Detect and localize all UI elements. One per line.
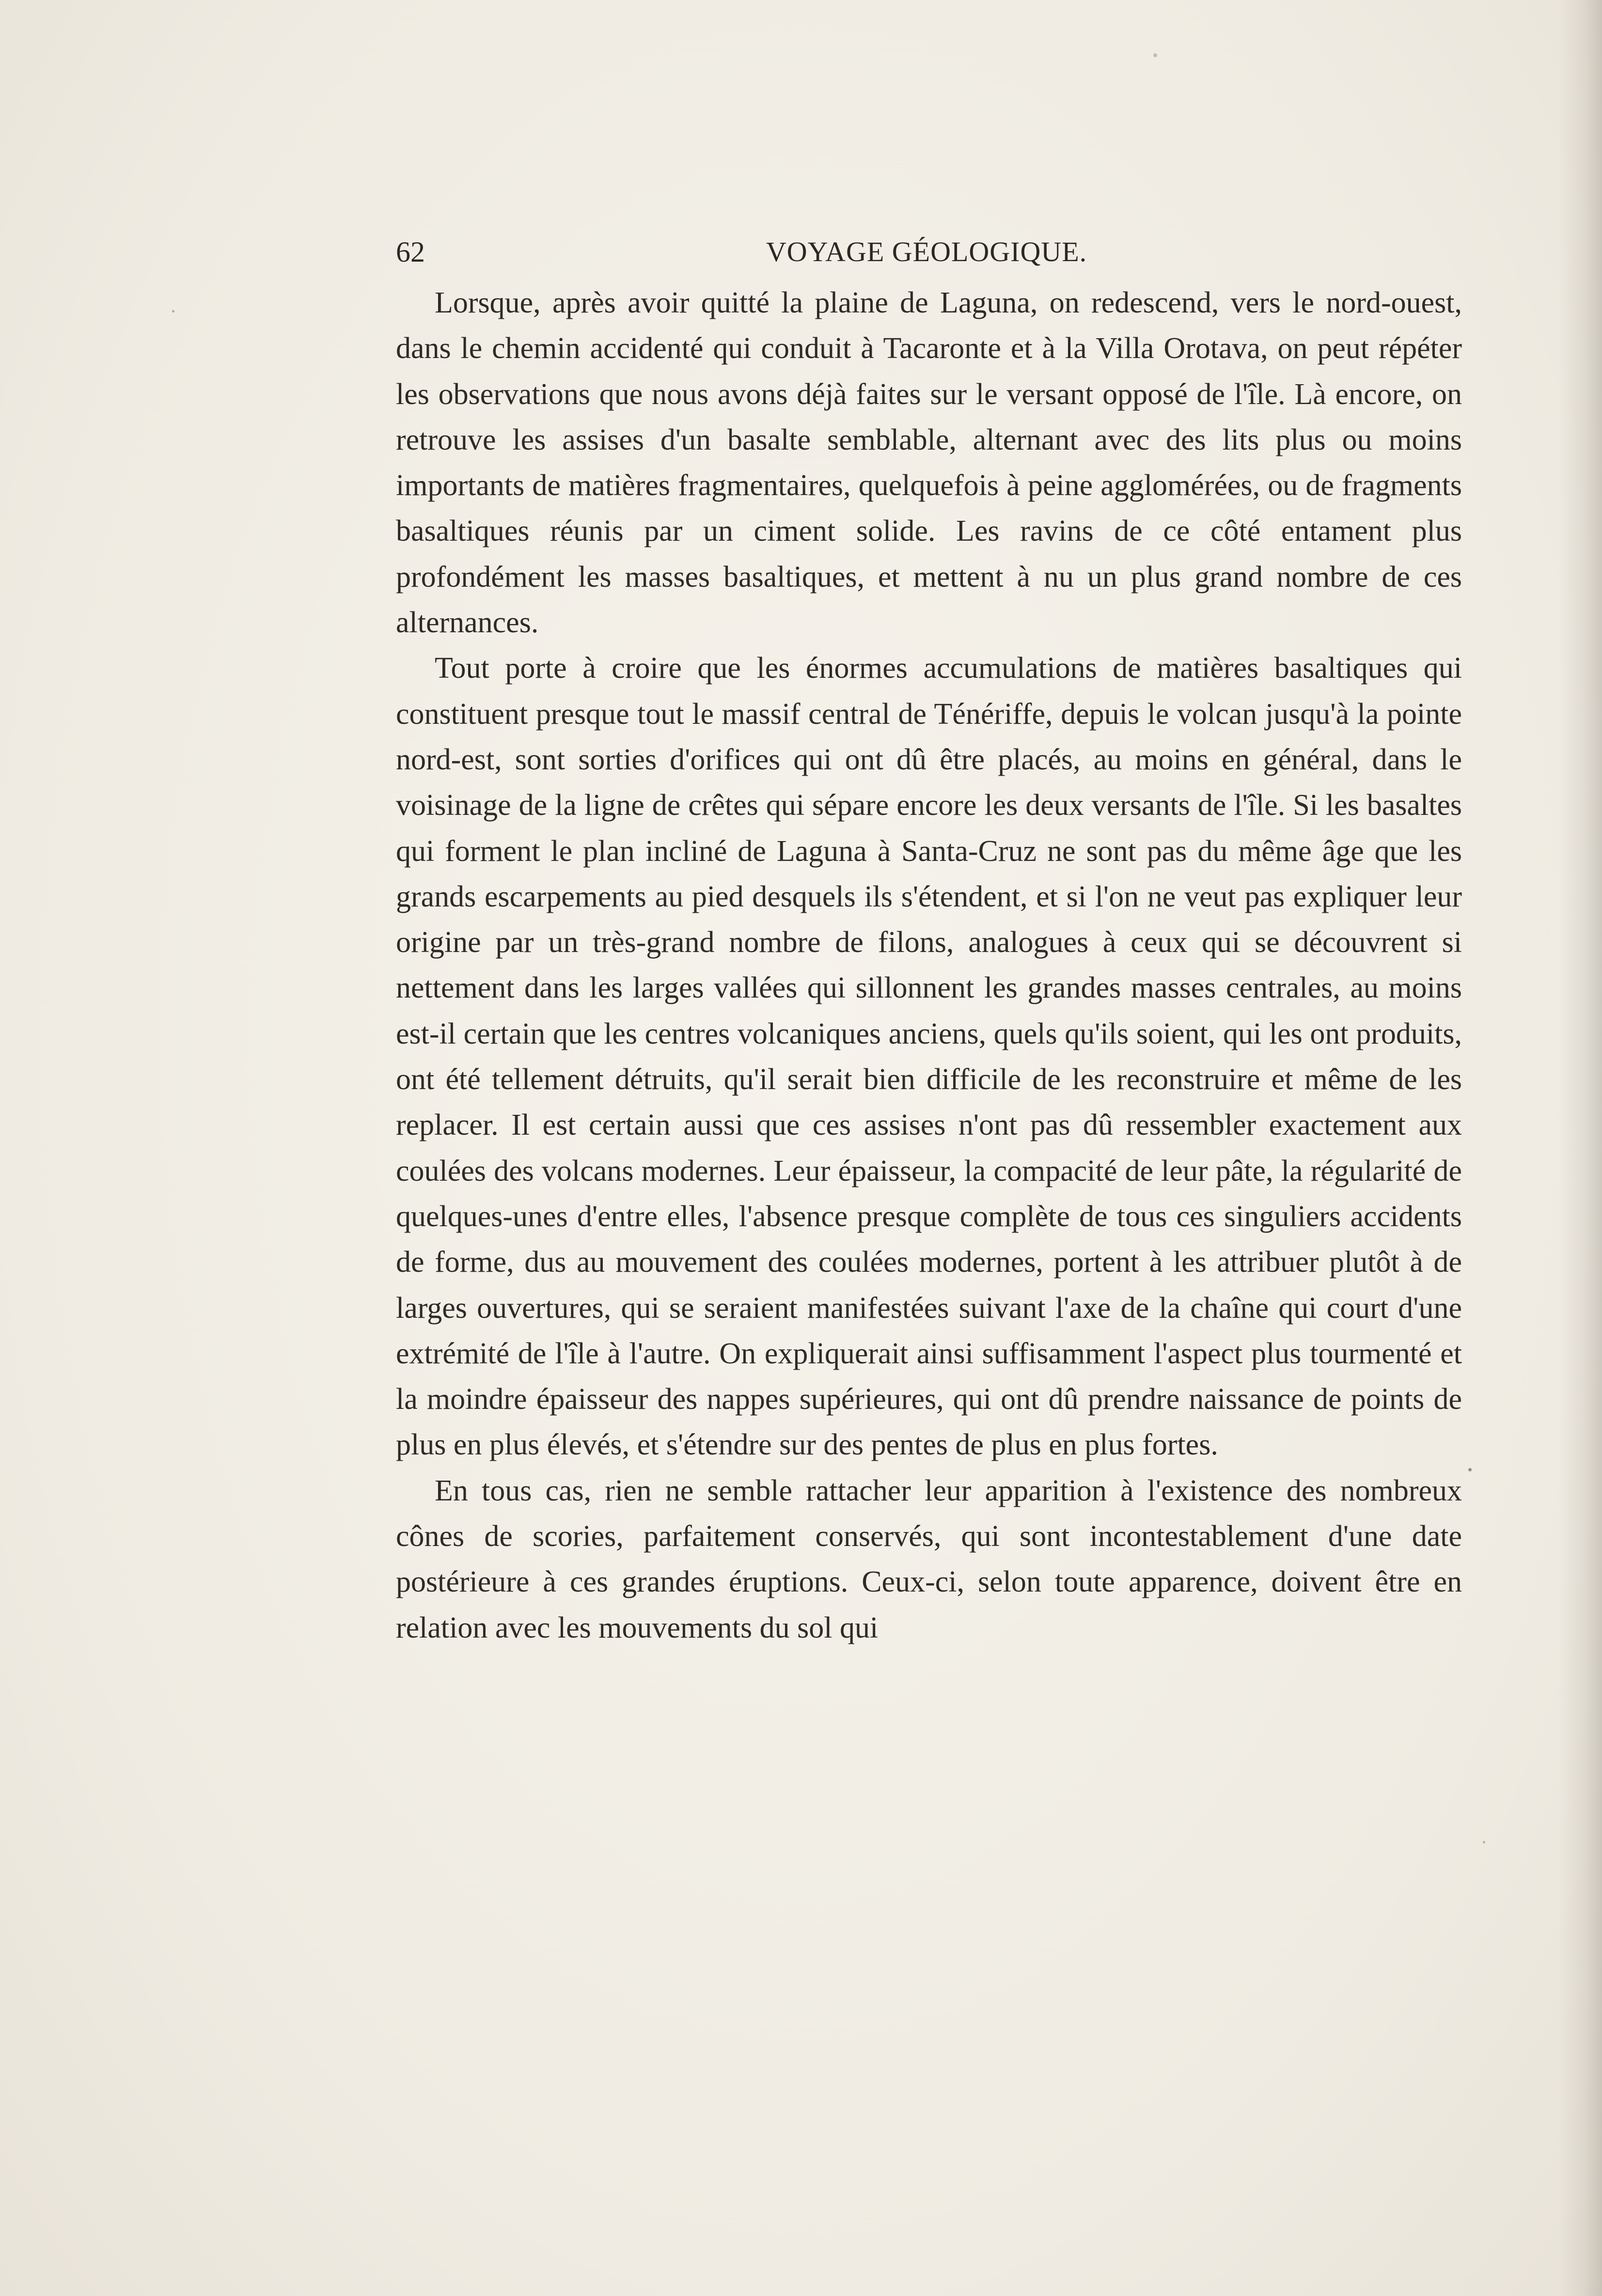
page-header xyxy=(396,233,1457,271)
paper-speck xyxy=(1468,1468,1472,1471)
page-edge-shadow xyxy=(1558,0,1602,2296)
running-title: VOYAGE GÉOLOGIQUE. xyxy=(766,236,1087,267)
paragraph: Tout porte à croire que les énormes accumulations de matières basaltiques qui constituent presque tout le massif central de Ténériffe, depuis le volcan jusqu'à la pointe nord-est, sont sorties d'orifices qui ont dû être placés, au moins en général, dans le voisinage de la ligne de crêtes qui sépare encore les deux versants de l'île. Si les basaltes qui forment le plan incliné de Laguna à Santa-Cruz ne sont pas du même âge que les grands escarpements au pied desquels ils s'étendent, et si l'on ne veut pas expliquer leur origine par un très-grand nombre de filons, analogues à ceux qui se découvrent si nettement dans les larges vallées qui sillonnent les grandes masses centrales, au moins est-il certain que les centres volcaniques anciens, quels qu'ils soient, qui les ont produits, ont été tellement détruits, qu'il serait bien difficile de les reconstruire et même de les replacer. Il est certain aussi que ces assises n'ont pas dû ressembler exactement aux coulées des volcans modernes. Leur épaisseur, la compacité de leur pâte, la régularité de quelques-unes d'entre elles, l'absence presque complète de tous ces singuliers accidents de forme, dus au mouvement des coulées modernes, portent à les attribuer plutôt à de larges ouvertures, qui se seraient manifestées suivant l'axe de la chaîne qui court d'une extrémité de l'île à l'autre. On expliquerait ainsi suffisamment l'aspect plus tourmenté et la moindre épaisseur des nappes supérieures, qui ont dû prendre naissance de points de plus en plus élevés, et s'étendre sur des pentes de plus en plus fortes. xyxy=(396,652,1462,1462)
paper-speck xyxy=(172,310,174,312)
paragraph: Lorsque, après avoir quitté la plaine de Laguna, on redescend, vers le nord-ouest, dans le chemin accidenté qui conduit à Tacaronte et à la Villa Orotava, on peut répéter les observations que nous avons déjà faites sur le versant opposé de l'île. Là encore, on retrouve les assises d'un basalte semblable, alternant avec des lits plus ou moins importants de matières fragmentaires, quelquefois à peine agglomérées, ou de fragments basaltiques réunis par un ciment solide. Les ravins de ce côté entament plus profondément les masses basaltiques, et mettent à nu un plus grand nombre de ces alternances. xyxy=(396,286,1462,640)
paper-speck xyxy=(1483,1841,1485,1843)
page-number: 62 xyxy=(396,236,425,268)
paragraph: En tous cas, rien ne semble rattacher leur apparition à l'existence des nombreux cônes de scories, parfaitement conservés, qui sont incontestablement d'une date postérieure à ces grandes éruptions. Ceux-ci, selon toute apparence, doivent être en relation avec les mouvements du sol qui xyxy=(396,1474,1462,1644)
body-text xyxy=(396,280,1462,1651)
paper-speck xyxy=(1153,53,1157,57)
